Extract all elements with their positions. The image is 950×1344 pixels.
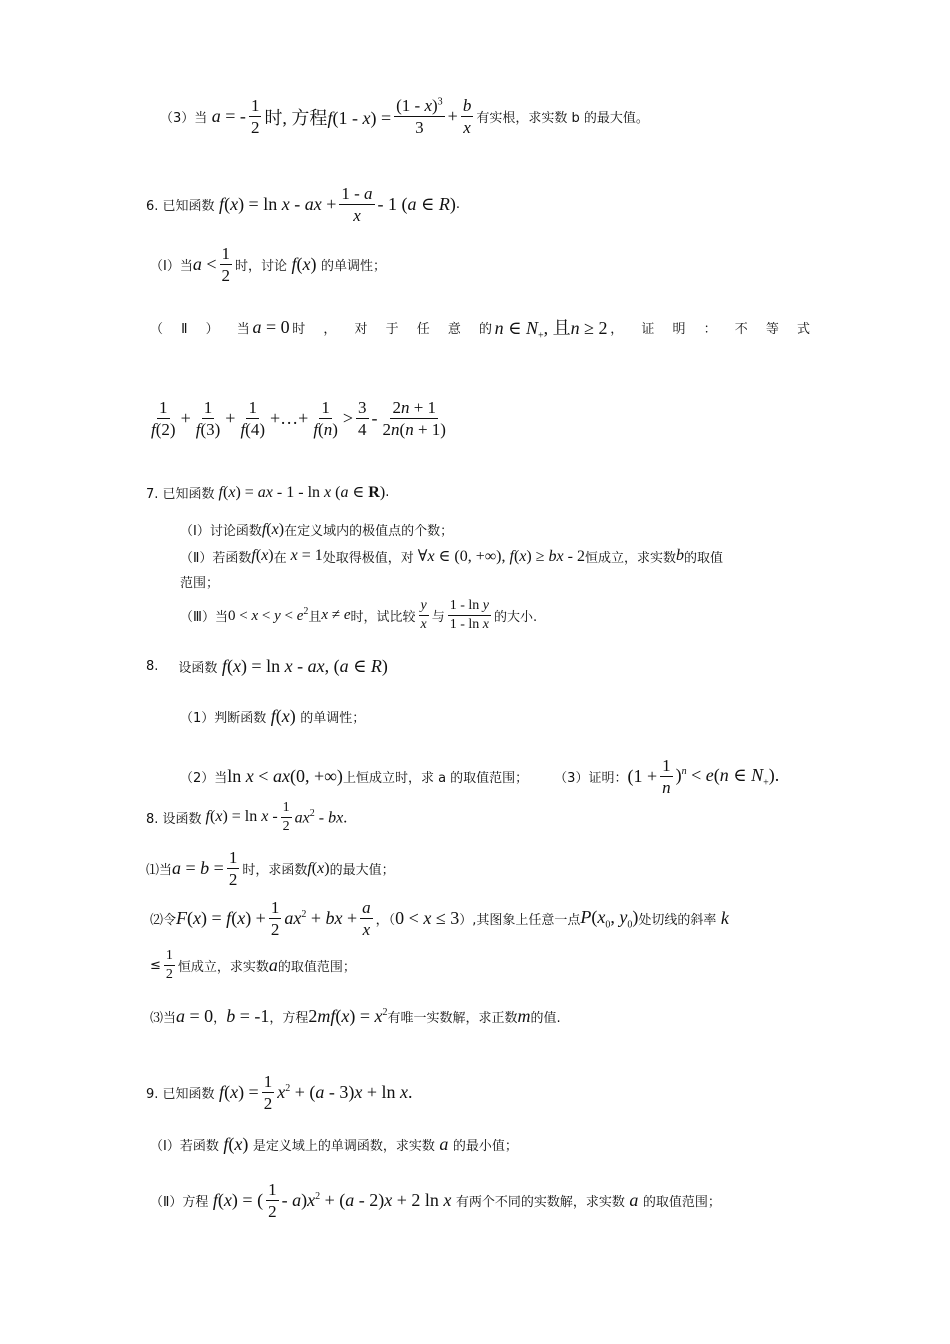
fraction: $\frac{1}{2}$ [250,96,260,138]
q8b-part-2-wrap-end: 的取值范围； [277,959,356,975]
q9-part-1 [150,1134,518,1155]
fraction: $\frac{1}{2}$ [270,898,280,940]
q8b-part-2-wrap [150,948,356,982]
q6-part-2-label: （ Ⅱ ） 当 [150,322,250,338]
fraction: $\frac{1 - a}{x}$ [341,184,373,226]
q7-part-2-text: 在 [273,550,287,566]
q9-part-1-label: （Ⅰ）若函数 [150,1139,219,1154]
q8b-part-3-text: 有唯一实数解，求正数 [387,1011,518,1026]
q8b-part-1-end: 的最大值； [329,863,395,879]
fraction: $\frac{b}{x}$ [462,96,472,138]
q8a-part-1 [180,706,365,727]
fraction: $\frac{1}{2}$ [228,848,238,890]
q7-part-2-text: 处取得极值，对 [322,550,414,566]
formula: $ax^2$ - bx. [294,807,348,826]
q9-part-2-end: 的取值范围； [642,1195,721,1211]
q8b-part-3-label: ⑶当 [150,1011,177,1026]
formula: x = 1 [290,547,323,564]
q7-part-3-label: （Ⅲ）当 [180,609,228,625]
q7-part-2-label: （Ⅱ）若函数 [180,550,252,566]
fraction: $\frac{1}{2}$ [282,800,290,834]
formula: b = -1 [226,1006,270,1026]
fraction: $\frac{3}{4}$ [358,398,367,440]
q7-part-3-text: 与 [431,609,445,625]
fraction: $\frac{2n + 1}{2n(n + 1)}$ [382,398,446,440]
q8b-part-1 [146,848,395,889]
q6-label: 6. 已知函数 [146,199,215,215]
q9-part-1-end: 的最小值； [452,1139,518,1154]
fraction: $\frac{1}{2}$ [263,1072,273,1114]
q6-part-1-end: 的单调性； [321,259,387,275]
formula: f(x) = ln x - ax, (a ∈ R) [221,656,388,676]
formula: F(x) = f(x) + [176,908,266,929]
q8b-part-3-text: ， [213,1011,227,1026]
q7-part-2-wrap [180,572,219,591]
formula: > [342,408,354,429]
formula: a < [192,254,217,275]
formula: 时, 方程f(1 - x) = [264,107,392,128]
q7-part-2 [180,546,723,566]
formula: )$^n$ < e(n ∈ $N_+$). [675,764,780,789]
q8b-statement [146,800,347,834]
q9-statement [146,1072,413,1113]
q8a-part-2-text: 上恒成立时，求 a 的取值范围； [342,771,529,787]
formula: + [447,106,458,127]
q8a-part-2-label: （2）当 [180,771,228,787]
q9-part-1-text: 是定义域上的单调函数，求实数 [252,1139,435,1154]
formula: n ∈ $N_+$, 且n ≥ 2 [494,318,608,342]
q6-part-2 [150,314,810,342]
q8a-part-3-label: （3）证明： [554,771,628,787]
q7-part-3 [180,598,537,632]
q9-part-2 [150,1180,721,1221]
q8b-part-2-wrap-symbol: ≤ [150,957,161,973]
q7-part-1 [180,520,453,539]
formula: a [629,1190,639,1211]
fraction: $\frac{1}{n}$ [662,756,671,798]
formula: a = 0 [176,1006,214,1026]
q8b-part-2-text: ）,其图象上任意一点 [459,913,581,929]
formula: b [675,547,684,564]
q8b-part-2-wrap-text: 恒成立，求实数 [177,959,269,975]
q8b-part-2-label: ⑵令 [150,913,177,929]
q6-inequality [146,398,451,439]
q8a-statement [146,656,388,677]
formula: + [225,408,236,429]
fraction: $\frac{1}{f(2)}$ [151,398,176,440]
q7-part-1-label: （Ⅰ）讨论函数 [180,524,262,539]
formula: (1 + [627,766,658,787]
fraction: $\frac{1}{2}$ [221,244,230,286]
q6-part-1-label: （Ⅰ）当 [150,259,193,275]
q7-label: 7. 已知函数 [146,486,215,502]
formula: x ≠ e [321,606,351,623]
fraction: $\frac{1}{f(4)}$ [240,398,265,440]
formula: $x^2 + (a - 3)x + \ln x$. [277,1082,413,1103]
q8b-part-3 [150,1006,561,1027]
formula: f(x) [261,520,285,538]
formula: 0 < x ≤ 3 [395,908,460,929]
formula: a = b = [172,858,224,879]
part-3-question [160,96,649,137]
formula: f(x) [223,1134,253,1154]
formula: f(x) [307,859,330,877]
q8a-label-text: 设函数 [178,661,218,676]
fraction: $\frac{(1 - x)^3}{3}$ [396,96,443,138]
q6-part-2-tail: ， 证 明 ： 不 等 式 [610,322,810,338]
formula: ln x < ax(0, +∞) [227,766,343,787]
q9-part-2-label: （Ⅱ）方程 [150,1195,209,1211]
formula: a = - [211,106,246,127]
q6-part-2-text: 时 ， 对 于 任 意 的 [292,322,493,338]
formula: k [720,908,729,929]
q7-part-1-text: 在定义域内的极值点的个数； [284,524,454,539]
fraction: $\frac{1}{2}$ [268,1180,277,1222]
formula: - $a)x^2 + (a - 2)x + 2$ ln x [281,1190,452,1211]
q8b-part-2-text: ，（ [375,913,396,929]
q7-part-2-text: 的取值 [683,550,723,566]
q8b-part-3-text: ，方程 [269,1011,309,1026]
fraction: $\frac{y}{x}$ [420,598,427,632]
formula: f(x) [291,254,322,275]
q8a-label: 8. [146,659,159,674]
formula: a [439,1134,449,1154]
q6-part-1-text: 时，讨论 [235,259,288,275]
q7-tail: . [385,484,390,500]
formula: + [180,408,191,429]
formula: f(x) = ln x - ax + [219,194,337,215]
formula: ∀x ∈ (0, +∞), f(x) ≥ bx - 2 [413,548,585,565]
formula: f(x) = ( [212,1190,264,1211]
q8a-part-1-label: （1）判断函数 [180,711,267,726]
q9-label: 9. 已知函数 [146,1087,215,1103]
formula: m [517,1006,531,1026]
q6-part-1 [150,244,386,285]
q6-tail: . [455,197,461,213]
formula: +…+ [270,408,309,429]
q8b-label: 8. 设函数 [146,811,202,827]
formula: f(x) [270,706,301,726]
fraction: $\frac{\text{1 - ln y}}{\text{1 - ln x}}$ [449,598,490,632]
q8a-part-2-3 [180,756,779,797]
formula: - [371,408,378,429]
fraction: $\frac{1}{2}$ [165,948,173,982]
formula: $0 < x < y < e^2$ [227,605,309,624]
q7-part-2-text: 恒成立，求实数 [584,550,676,566]
part-3-label: （3）当 [160,111,208,127]
q7-part-3-text: 的大小. [494,609,538,625]
q8b-part-2 [150,898,729,939]
q8b-part-1-label: ⑴当 [146,863,173,879]
formula: $2mf(x) = x^2$ [308,1006,388,1026]
q7-part-3-text: 时，试比较 [350,609,416,625]
q7-statement [146,482,389,502]
q9-part-2-text: 有两个不同的实数解，求实数 [455,1195,625,1211]
formula: - 1 (a ∈ R) [377,194,456,215]
fraction: $\frac{1}{f(n)}$ [313,398,338,440]
q7-part-2-wrap-text: 范围； [180,576,220,591]
formula: $ax^2$ + bx + [284,908,358,929]
fraction: $\frac{a}{x}$ [362,898,371,940]
q8b-part-3-end: 的值. [530,1011,561,1026]
formula: f(x) = [219,1082,259,1103]
fraction: $\frac{1}{f(3)}$ [195,398,221,440]
q7-part-3-text: 且 [308,609,322,625]
formula: a [268,954,278,975]
q8b-part-1-text: 时，求函数 [242,863,308,879]
formula: f(x) [251,547,274,564]
q6-statement [146,184,460,225]
formula: a = 0 [252,317,290,338]
formula: f(x) = ax - 1 - ln x (a ∈ R) [218,484,386,501]
formula: f(x) = ln x - [205,808,278,826]
q8b-part-2-text: 处切线的斜率 [638,913,717,929]
formula: $P(x_0$, $y_0$) [580,906,639,931]
q8a-part-1-text: 的单调性； [300,711,366,726]
part-3-tail: 有实根，求实数 b 的最大值。 [476,111,649,127]
